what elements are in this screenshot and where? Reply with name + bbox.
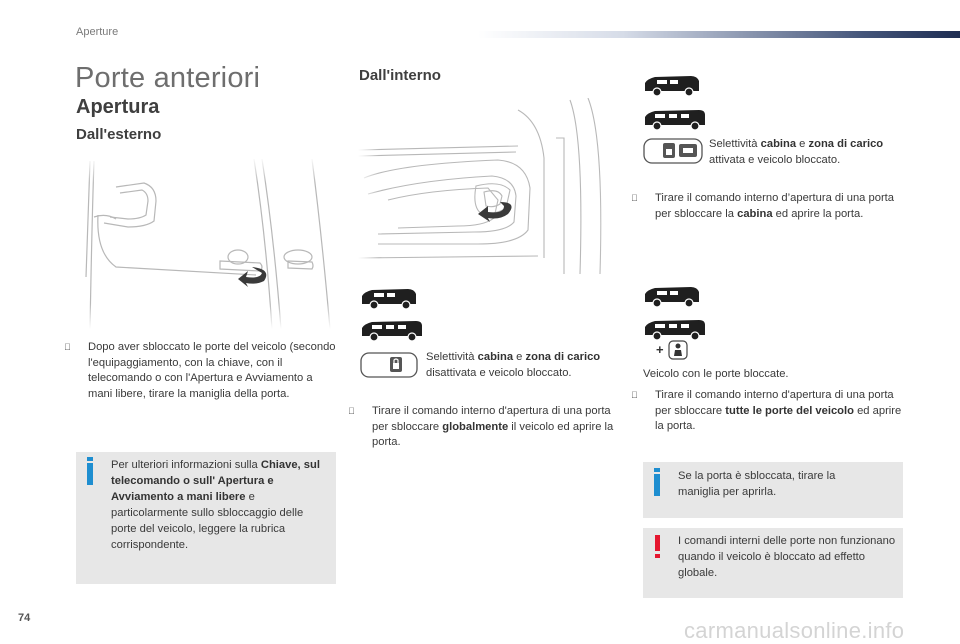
bullet-marker <box>360 404 372 420</box>
interior-cabin-instruction: Tirare il comando interno d’apertura di una porta per sbloccare la cabina ed aprire la porta. <box>643 191 905 222</box>
van-icon <box>643 284 701 310</box>
key-lock-icon <box>643 138 703 164</box>
page-title: Porte anteriori <box>75 62 261 94</box>
selector-enabled-text: Selettività cabina e zona di carico attivata e veicolo bloccato. <box>709 138 884 166</box>
van-icon <box>643 73 701 99</box>
info-icon <box>87 463 93 485</box>
van-icon <box>643 107 707 133</box>
child-lock-icon <box>668 340 688 360</box>
interior-global-instruction: Tirare il comando interno d'apertura di una porta per sbloccare globalmente il veicolo ed aprire la porta. <box>360 404 622 451</box>
bullet-marker <box>643 191 655 207</box>
selector-disabled-text: Selettività cabina e zona di carico disattivata e veicolo bloccato. <box>426 351 601 379</box>
interior-all-doors-instruction: Tirare il comando interno d'apertura di una porta per sbloccare tutte le porte del veicolo ed aprire la porta. <box>643 388 905 435</box>
header-bar <box>478 31 960 38</box>
page-subtitle: Apertura <box>76 96 160 118</box>
interior-door-illustration <box>358 98 620 274</box>
exterior-instruction: Dopo aver sbloccato le porte del veicolo (secondo l'equipaggiamento, con la chiave, con il telecomando o con l'Apertura e Avviamento a mani libere, tirare la maniglia della porta. <box>76 340 338 402</box>
locked-caption: Veicolo con le porte bloccate. <box>643 368 789 380</box>
info-box-right <box>643 462 903 518</box>
bullet-marker <box>643 388 655 404</box>
bullet-marker <box>76 340 88 356</box>
page-number: 74 <box>18 612 31 624</box>
warning-icon <box>655 535 660 551</box>
section-header: Aperture <box>76 26 119 38</box>
plus-sign: + <box>656 342 664 357</box>
van-icon <box>360 286 418 312</box>
key-lock-icon <box>360 352 418 378</box>
heading-interior: Dall'interno <box>359 67 441 84</box>
van-icon <box>360 318 424 344</box>
info-box-left <box>76 452 336 584</box>
heading-exterior: Dall'esterno <box>76 126 162 143</box>
info-text-left: Per ulteriori informazioni sulla Chiave, sul telecomando o sull' Apertura e Avviamento a mani libere e particolarmente sullo sbloccaggio delle porte del veicolo, leggere la rubrica corrispondente. <box>111 459 320 551</box>
warning-box <box>643 528 903 598</box>
info-text-right: Se la porta è sbloccata, tirare la maniglia per aprirla. <box>678 470 836 498</box>
watermark: carmanualsonline.info <box>684 618 905 643</box>
info-icon <box>654 474 660 496</box>
warning-text: I comandi interni delle porte non funzionano quando il veicolo è bloccato ad effetto globale. <box>678 535 896 579</box>
exterior-door-illustration <box>76 157 338 329</box>
